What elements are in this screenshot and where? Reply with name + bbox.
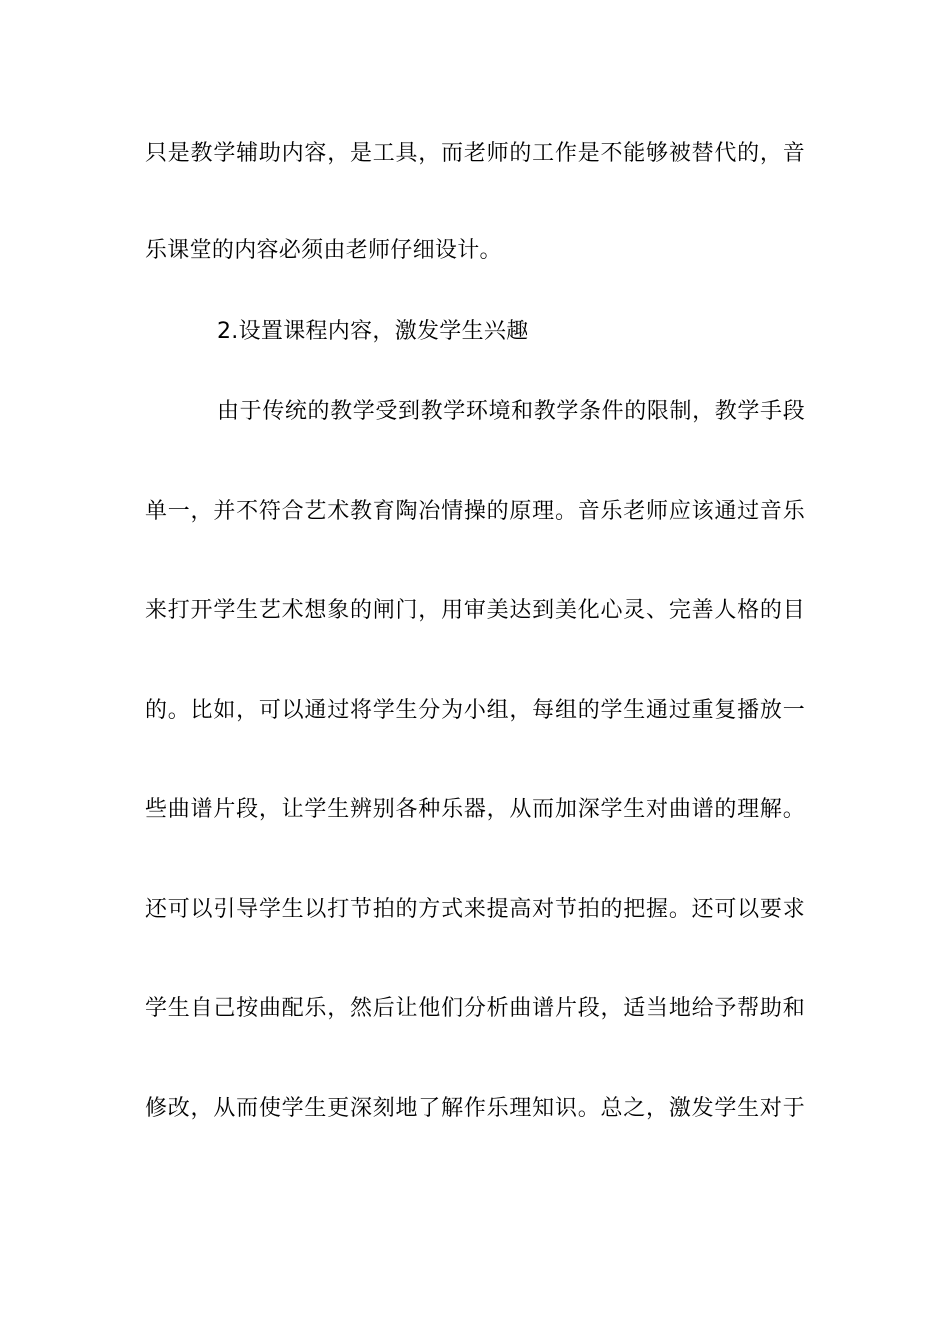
paragraph-line-1: 由于传统的教学受到教学环境和教学条件的限制，教学手段 [217, 399, 805, 424]
paragraph-line-8: 修改，从而使学生更深刻地了解作乐理知识。总之，激发学生对于 [145, 1096, 805, 1121]
section-heading: 2.设置课程内容，激发学生兴趣 [217, 319, 529, 344]
paragraph-line-6: 还可以引导学生以打节拍的方式来提高对节拍的把握。还可以要求 [145, 897, 805, 922]
paragraph-line-7: 学生自己按曲配乐，然后让他们分析曲谱片段，适当地给予帮助和 [145, 996, 805, 1021]
paragraph-line-2: 单一，并不符合艺术教育陶冶情操的原理。音乐老师应该通过音乐 [145, 499, 805, 524]
paragraph-line-5: 些曲谱片段，让学生辨别各种乐器，从而加深学生对曲谱的理解。 [145, 797, 805, 822]
paragraph-line-4: 的。比如，可以通过将学生分为小组，每组的学生通过重复播放一 [145, 698, 805, 723]
paragraph-continuation-line-1: 只是教学辅助内容，是工具，而老师的工作是不能够被替代的，音 [145, 141, 805, 166]
paragraph-continuation-line-2: 乐课堂的内容必须由老师仔细设计。 [145, 238, 502, 263]
paragraph-line-3: 来打开学生艺术想象的闸门，用审美达到美化心灵、完善人格的目 [145, 598, 805, 623]
